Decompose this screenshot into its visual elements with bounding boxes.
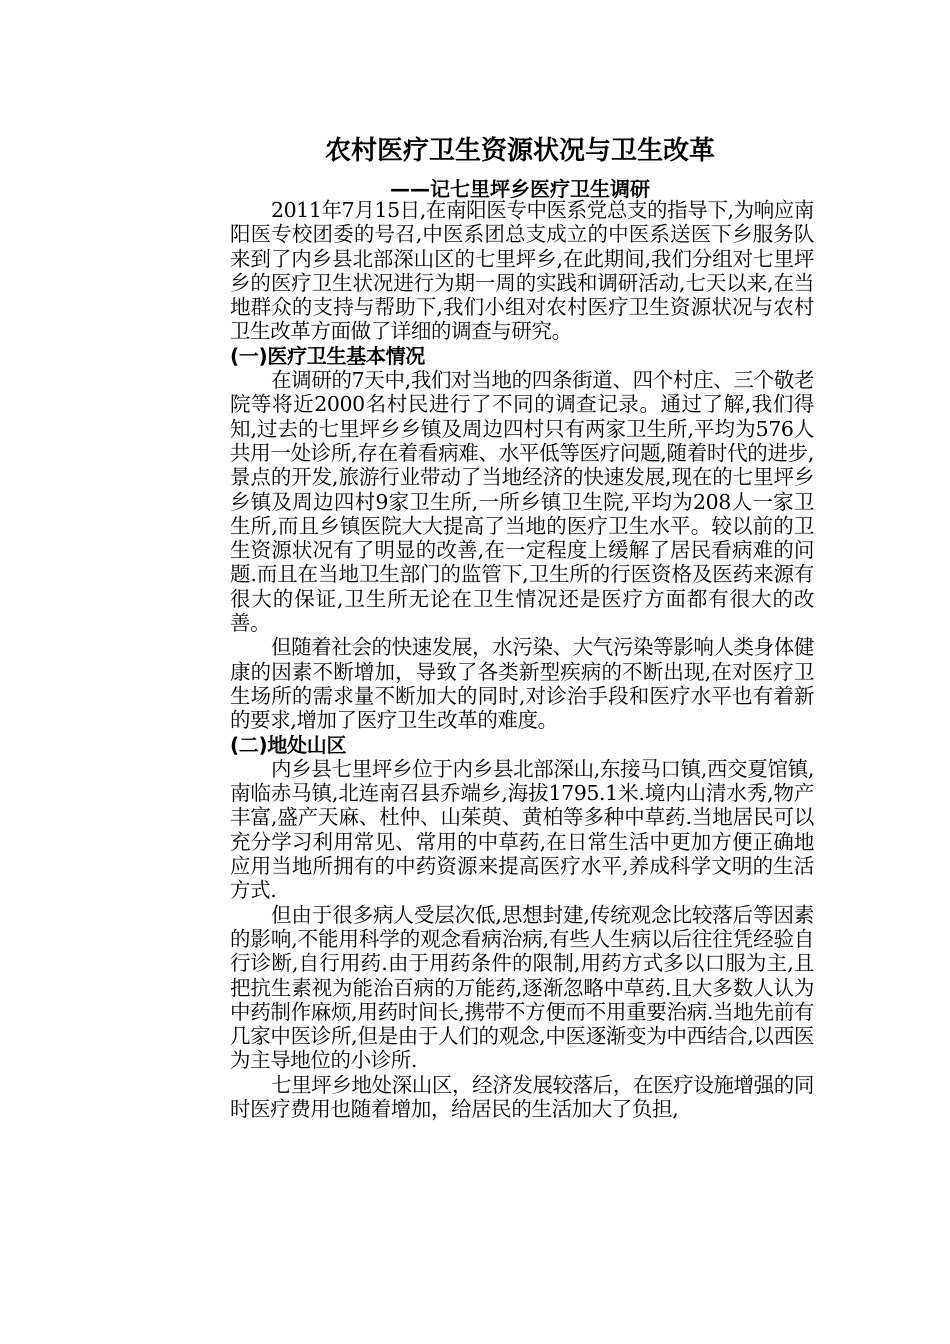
section2-paragraph-3: 七里坪乡地处深山区，经济发展较落后，在医疗设施增强的同时医疗费用也随着增加，给居民的生活加大了负担, bbox=[230, 1072, 814, 1121]
section-heading-1: (一)医疗卫生基本情况 bbox=[230, 343, 425, 368]
section-heading-2: (二)地处山区 bbox=[230, 732, 347, 757]
intro-paragraph: 2011年7月15日,在南阳医专中医系党总支的指导下,为响应南阳医专校团委的号召,中医系团总支成立的中医系送医下乡服务队来到了内乡县北部深山区的七里坪乡,在此期间,我们分组对七里坪乡的医疗卫生状况进行为期一周的实践和调研活动,七天以来,在当地群众的支持与帮助下,我们小组对农村医疗卫生资源状况与农村卫生改革方面做了详细的调查与研究。 bbox=[230, 198, 814, 344]
section1-paragraph-1: 在调研的7天中,我们对当地的四条街道、四个村庄、三个敬老院等将近2000名村民进行了不同的调查记录。通过了解,我们得知,过去的七里坪乡乡镇及周边四村只有两家卫生所,平均为576人共用一处诊所,存在着看病难、水平低等医疗问题,随着时代的进步,景点的开发,旅游行业带动了当地经济的快速发展,现在的七里坪乡乡镇及周边四村9家卫生所,一所乡镇卫生院,平均为208人一家卫生所,而且乡镇医院大大提高了当地的医疗卫生水平。较以前的卫生资源状况有了明显的改善,在一定程度上缓解了居民看病难的问题.而且在当地卫生部门的监管下,卫生所的行医资格及医药来源有很大的保证,卫生所无论在卫生情况还是医疗方面都有很大的改善。 bbox=[230, 368, 814, 636]
document-title: 农村医疗卫生资源状况与卫生改革 bbox=[324, 136, 715, 166]
document-subtitle: ——记七里坪乡医疗卫生调研 bbox=[390, 177, 650, 201]
section2-paragraph-1: 内乡县七里坪乡位于内乡县北部深山,东接马口镇,西交夏馆镇,南临赤马镇,北连南召县乔端乡,海拔1795.1米.境内山清水秀,物产丰富,盛产天麻、杜仲、山茱萸、黄柏等多种中草药.当地居民可以充分学习利用常见、常用的中草药,在日常生活中更加方便正确地应用当地所拥有的中药资源来提高医疗水平,养成科学文明的生活方式. bbox=[230, 756, 814, 903]
section2-paragraph-2: 但由于很多病人受层次低,思想封建,传统观念比较落后等因素的影响,不能用科学的观念看病治病,有些人生病以后往往凭经验自行诊断,自行用药.由于用药条件的限制,用药方式多以口服为主,且把抗生素视为能治百病的万能药,逐渐忽略中草药.且大多数人认为中药制作麻烦,用药时间长,携带不方便而不用重要治病.当地先前有几家中医诊所,但是由于人们的观念,中医逐渐变为中西结合,以西医为主导地位的小诊所. bbox=[230, 902, 814, 1073]
section1-paragraph-2: 但随着社会的快速发展，水污染、大气污染等影响人类身体健康的因素不断增加，导致了各类新型疾病的不断出现,在对医疗卫生场所的需求量不断加大的同时,对诊治手段和医疗水平也有着新的要求,增加了医疗卫生改革的难度。 bbox=[230, 635, 814, 733]
document-body bbox=[230, 198, 814, 1121]
